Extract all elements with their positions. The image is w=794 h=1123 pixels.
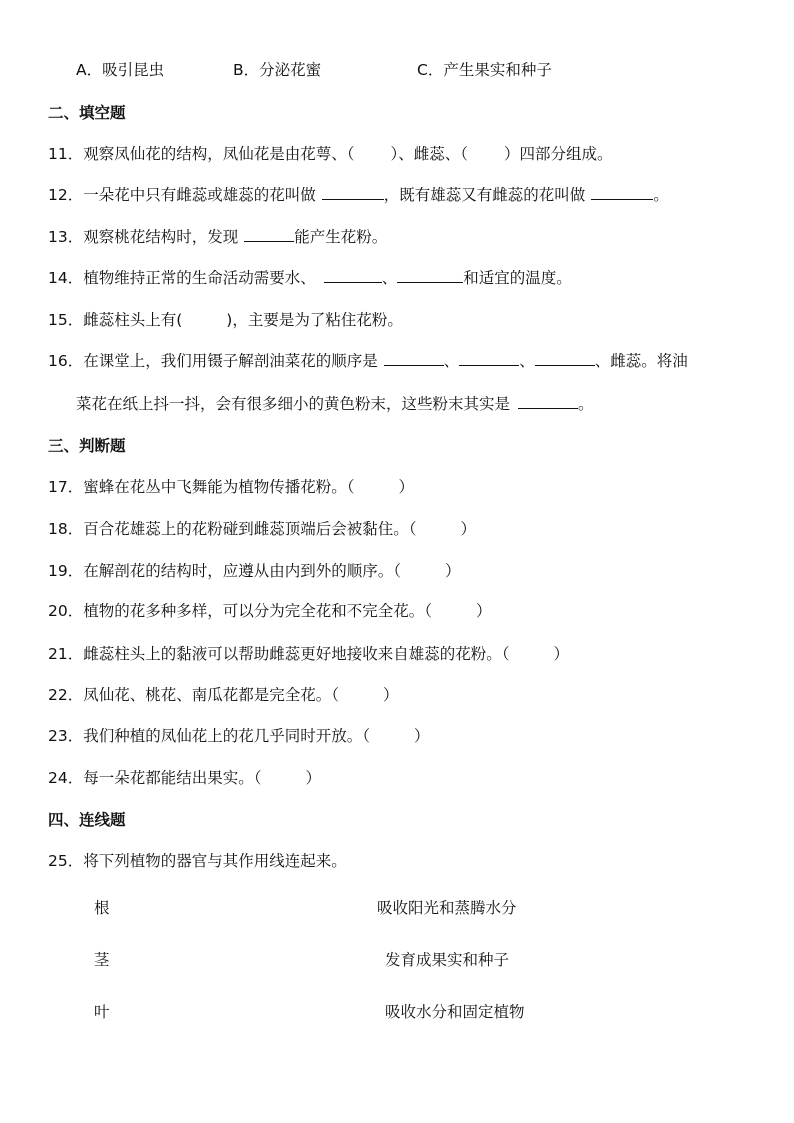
question-25 xyxy=(48,850,347,872)
question-number: 19． xyxy=(48,562,84,580)
question-text: ）、雌蕊、（ xyxy=(390,145,469,163)
question-21 xyxy=(48,643,569,665)
question-text: 植物的花多种多样，可以分为完全花和不完全花。（ xyxy=(83,602,432,620)
question-text: 和适宜的温度。 xyxy=(463,269,572,287)
question-20 xyxy=(48,600,492,622)
q10-option-c: C．产生果实和种子 xyxy=(417,61,552,79)
question-14 xyxy=(48,267,572,289)
question-number: 18． xyxy=(48,520,84,538)
close-paren: ） xyxy=(414,727,430,745)
question-11 xyxy=(48,143,613,165)
question-22 xyxy=(48,684,399,706)
question-text: 、 xyxy=(519,352,535,370)
answer-blank[interactable] xyxy=(244,227,294,242)
question-text: 百合花雄蕊上的花粉碰到雌蕊顶端后会被黏住。（ xyxy=(83,520,417,538)
answer-blank[interactable] xyxy=(397,268,463,283)
close-paren: ） xyxy=(553,645,570,663)
question-number: 15． xyxy=(48,311,84,329)
question-text: 观察桃花结构时，发现 xyxy=(83,228,239,246)
question-text: 植物维持正常的生命活动需要水、 xyxy=(83,269,316,287)
question-text: 每一朵花都能结出果实。（ xyxy=(83,769,262,787)
close-paren: ） xyxy=(445,562,461,580)
question-text: 在解剖花的结构时，应遵从由内到外的顺序。（ xyxy=(83,562,401,580)
question-number: 24． xyxy=(48,769,84,787)
question-text: )，主要是为了粘住花粉。 xyxy=(226,311,403,329)
question-text: 菜花在纸上抖一抖，会有很多细小的黄色粉末，这些粉末其实是 xyxy=(76,395,511,413)
answer-blank[interactable] xyxy=(324,268,382,283)
answer-blank[interactable] xyxy=(322,185,384,200)
question-number: 22． xyxy=(48,686,84,704)
section-heading-match: 四、连线题 xyxy=(48,811,126,829)
q10-option-b: B．分泌花蜜 xyxy=(233,61,322,79)
question-text: 能产生花粉。 xyxy=(294,228,388,246)
question-text: 、雌蕊。将油 xyxy=(594,352,688,370)
question-number: 16． xyxy=(48,352,84,370)
match-right-absorb-water[interactable]: 吸收水分和固定植物 xyxy=(385,1003,525,1021)
question-text: 在课堂上，我们用镊子解剖油菜花的顺序是 xyxy=(83,352,378,370)
question-text: 将下列植物的器官与其作用线连起来。 xyxy=(83,852,347,870)
answer-blank[interactable] xyxy=(591,185,653,200)
section-heading-fill: 二、填空题 xyxy=(48,104,126,122)
question-number: 17． xyxy=(48,478,84,496)
question-text: 。 xyxy=(578,395,594,413)
question-text: 、 xyxy=(381,269,398,287)
question-text: 蜜蜂在花丛中飞舞能为植物传播花粉。（ xyxy=(83,478,355,496)
question-text: 一朵花中只有雌蕊或雄蕊的花叫做 xyxy=(83,186,316,204)
close-paren: ） xyxy=(383,686,399,704)
question-text: 凤仙花、桃花、南瓜花都是完全花。（ xyxy=(83,686,339,704)
question-23 xyxy=(48,725,430,747)
close-paren: ） xyxy=(460,520,477,538)
question-number: 21． xyxy=(48,645,84,663)
question-text: 观察凤仙花的结构，凤仙花是由花萼、（ xyxy=(83,145,355,163)
question-text: 我们种植的凤仙花上的花几乎同时开放。（ xyxy=(83,727,370,745)
question-text: 、 xyxy=(443,352,460,370)
question-24 xyxy=(48,767,321,789)
question-text: 雌蕊柱头上的黏液可以帮助雌蕊更好地接收来自雄蕊的花粉。（ xyxy=(83,645,510,663)
question-18 xyxy=(48,518,476,540)
match-right-absorb-sunlight[interactable]: 吸收阳光和蒸腾水分 xyxy=(377,899,517,917)
question-number: 23． xyxy=(48,727,84,745)
match-right-develop-fruit[interactable]: 发育成果实和种子 xyxy=(385,951,510,969)
question-16 xyxy=(48,350,688,372)
question-text: ，既有雄蕊又有雌蕊的花叫做 xyxy=(383,186,586,204)
question-number: 25． xyxy=(48,852,84,870)
question-text: 。 xyxy=(653,186,669,204)
question-number: 14． xyxy=(48,269,84,287)
question-12 xyxy=(48,184,669,206)
section-heading-judge: 三、判断题 xyxy=(48,437,126,455)
answer-blank[interactable] xyxy=(518,394,578,409)
question-19 xyxy=(48,560,461,582)
answer-blank[interactable] xyxy=(459,351,519,366)
question-text: 雌蕊柱头上有( xyxy=(83,311,183,329)
answer-blank[interactable] xyxy=(535,351,595,366)
close-paren: ） xyxy=(398,478,415,496)
question-15 xyxy=(48,309,403,331)
question-number: 11． xyxy=(48,145,84,163)
match-left-root[interactable]: 根 xyxy=(94,899,110,917)
answer-blank[interactable] xyxy=(384,351,444,366)
question-13 xyxy=(48,226,387,248)
q10-option-a: A．吸引昆虫 xyxy=(76,61,165,79)
match-left-stem[interactable]: 茎 xyxy=(94,951,110,969)
close-paren: ） xyxy=(305,769,322,787)
question-16-continued xyxy=(76,393,594,415)
question-number: 13． xyxy=(48,228,84,246)
close-paren: ） xyxy=(476,602,492,620)
question-text: ）四部分组成。 xyxy=(504,145,613,163)
question-number: 20． xyxy=(48,602,84,620)
match-left-leaf[interactable]: 叶 xyxy=(94,1003,110,1021)
question-number: 12． xyxy=(48,186,84,204)
question-17 xyxy=(48,476,414,498)
